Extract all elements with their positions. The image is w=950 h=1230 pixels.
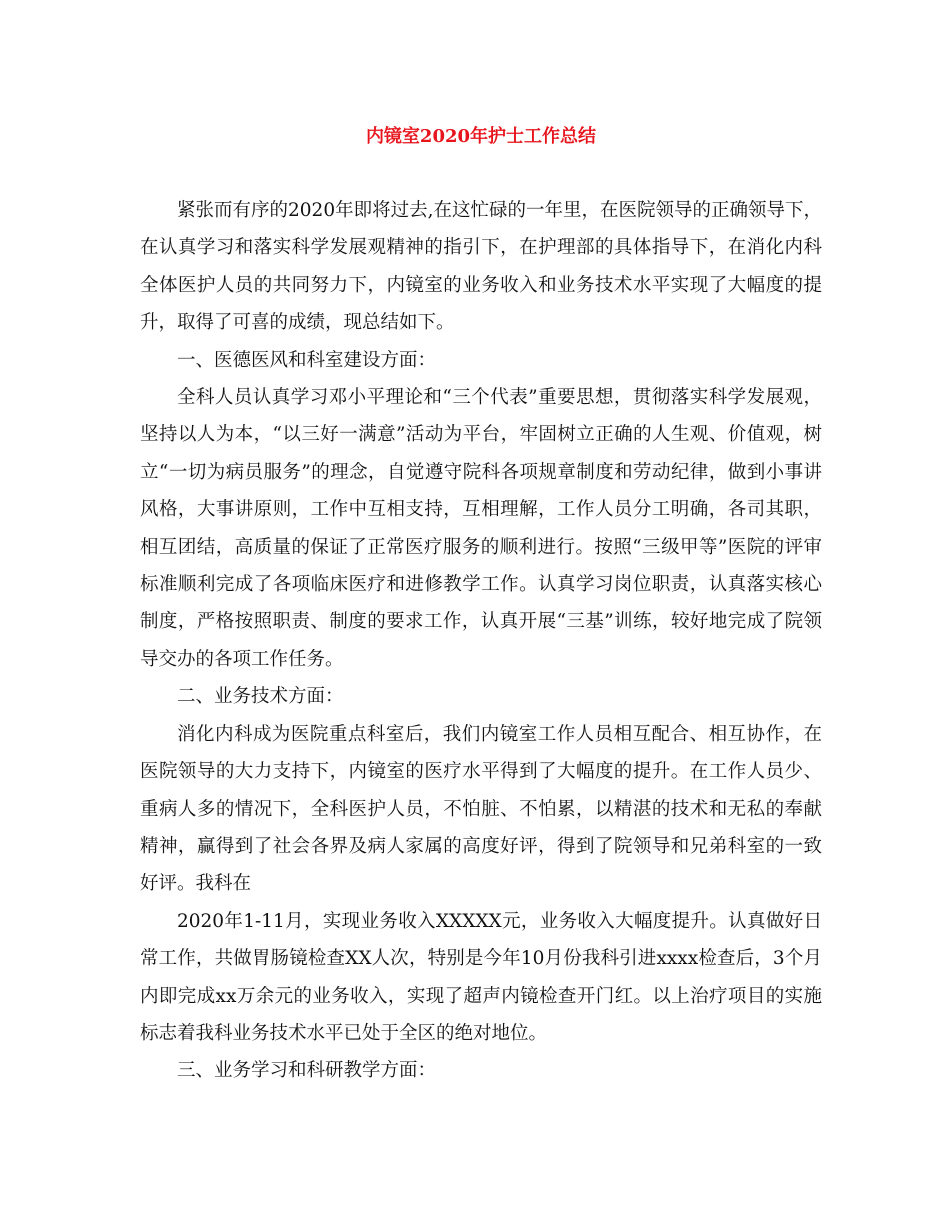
section-heading-technique: 二、业务技术方面： xyxy=(177,686,344,708)
section-heading-ethics: 一、医德医风和科室建设方面： xyxy=(177,349,437,371)
paragraph-intro: 紧张而有序的2020年即将过去,在这忙碌的一年里，在医院领导的正确领导下，在认真学习和落实科学发展观精神的指引下，在护理部的具体指导下，在消化内科全体医护人员的共同努力下，内镜室的业务收入和业务技术水平实现了大幅度的提升，取得了可喜的成绩，现总结如下。 xyxy=(140,200,822,334)
document-title: 内镜室2020年护士工作总结 xyxy=(365,126,597,147)
paragraph-ethics: 全科人员认真学习邓小平理论和“三个代表”重要思想，贯彻落实科学发展观，坚持以人为本，“以三好一满意”活动为平台，牢固树立正确的人生观、价值观，树立“一切为病员服务”的理念，自觉遵守院科各项规章制度和劳动纪律，做到小事讲风格，大事讲原则，工作中互相支持，互相理解，工作人员分工明确，各司其职，相互团结，高质量的保证了正常医疗服务的顺利进行。按照“三级甲等”医院的评审标准顺利完成了各项临床医疗和进修教学工作。认真学习岗位职责，认真落实核心制度，严格按照职责、制度的要求工作，认真开展“三基”训练，较好地完成了院领导交办的各项工作任务。 xyxy=(140,387,822,670)
paragraph-revenue: 2020年1-11月，实现业务收入XXXXX元，业务收入大幅度提升。认真做好日常工作，共做胃肠镜检查XX人次，特别是今年10月份我科引进xxxx检查后，3个月内即完成xx万余元的业务收入，实现了超声内镜检查开门红。以上治疗项目的实施标志着我科业务技术水平已处于全区的绝对地位。 xyxy=(140,910,822,1044)
section-heading-study: 三、业务学习和科研教学方面： xyxy=(177,1060,437,1082)
paragraph-technique: 消化内科成为医院重点科室后，我们内镜室工作人员相互配合、相互协作，在医院领导的大力支持下，内镜室的医疗水平得到了大幅度的提升。在工作人员少、重病人多的情况下，全科医护人员，不怕脏、不怕累，以精湛的技术和无私的奉献精神，赢得到了社会各界及病人家属的高度好评，得到了院领导和兄弟科室的一致好评。我科在 xyxy=(140,723,822,895)
